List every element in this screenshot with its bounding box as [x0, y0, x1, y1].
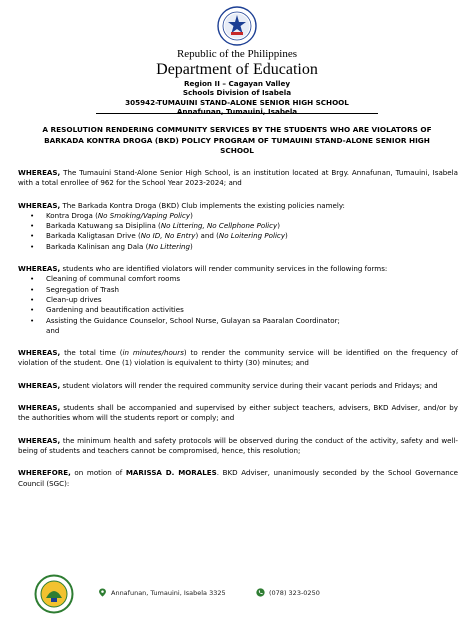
whereas-lead: WHEREAS, — [18, 348, 61, 358]
list-item: • Kontra Droga (No Smoking/Vaping Policy) — [30, 210, 193, 220]
service-list — [18, 274, 458, 325]
list-item: • Barkada Kalinisan ang Dala (No Littering) — [30, 241, 193, 251]
resolution-body — [18, 168, 458, 489]
whereas-lead: WHEREAS, — [18, 200, 61, 210]
list-item: • Cleaning of communal comfort rooms — [30, 274, 181, 284]
whereas-paragraph-4: WHEREAS, the total time (in minutes/hours) to render the community service will be identified on the frequency of violation of the student. One (1) violation is equivalent to thirty (30) minutes; and — [18, 348, 458, 368]
page-footer — [0, 566, 474, 616]
letterhead — [0, 48, 474, 117]
deped-seal-icon — [217, 6, 257, 46]
bullet-icon: • — [30, 315, 35, 325]
list-item: • Clean-up drives — [30, 294, 102, 304]
wherefore-paragraph: WHEREFORE, on motion of MARISSA D. MORALES. BKD Adviser, unanimously seconded by the School Governance Council (SGC): — [18, 468, 458, 488]
bullet-icon: • — [30, 305, 35, 315]
whereas-lead: WHEREAS, — [18, 435, 61, 445]
paragraph-text: the minimum health and safety protocols will be observed during the conduct of the activity, safety and well-being of students and teachers cannot be compromised, hence, this resolution; — [18, 435, 458, 455]
footer-address-text: Annafunan, Tumauini, Isabela 3325 — [111, 588, 226, 597]
whereas-paragraph-5 — [18, 381, 458, 391]
footer-address — [98, 588, 226, 597]
address-line: Annafunan, Tumauini, Isabela — [176, 107, 298, 117]
location-pin-icon — [98, 588, 107, 597]
resolution-title: A RESOLUTION RENDERING COMMUNITY SERVICES BY THE STUDENTS WHO ARE VIOLATORS OF BARKADA KONTRA DROGA (BKD) POLICY PROGRAM OF TUMAUINI STAND-ALONE SENIOR HIGH SCHOOL — [42, 125, 432, 155]
republic-line: Republic of the Philippines — [176, 48, 298, 60]
department-name: Department of Education — [156, 61, 318, 78]
bullet-icon: • — [30, 231, 35, 241]
whereas-paragraph-2 — [18, 201, 458, 211]
list-and: and — [46, 325, 60, 335]
school-logo-icon — [33, 574, 75, 614]
list-item: • Barkada Kaligtasan Drive (No ID, No Entry) and (No Loitering Policy) — [30, 231, 288, 241]
bullet-icon: • — [30, 210, 35, 220]
whereas-lead: WHEREAS, — [18, 403, 61, 413]
whereas-paragraph-6 — [18, 403, 458, 424]
list-item: • Assisting the Guidance Counselor, School Nurse, Gulayan sa Paaralan Coordinator; — [30, 315, 340, 325]
bullet-icon: • — [30, 294, 35, 304]
region-line: Region II – Cagayan Valley — [183, 79, 291, 88]
header-divider — [96, 113, 378, 114]
list-item: • Barkada Katuwang sa Disiplina (No Littering, No Cellphone Policy) — [30, 221, 281, 231]
bullet-icon: • — [30, 284, 35, 294]
paragraph-text: student violators will render the required community service during their vacant periods and Fridays; and — [60, 380, 438, 390]
whereas-paragraph-7 — [18, 436, 458, 457]
policy-list — [18, 211, 458, 252]
school-line: 305942-TUMAUINI STAND-ALONE SENIOR HIGH SCHOOL — [125, 97, 349, 107]
whereas-paragraph-3 — [18, 264, 458, 274]
whereas-lead: WHEREAS, — [18, 264, 61, 274]
bullet-icon: • — [30, 241, 35, 251]
paragraph-text: students who are identified violators will render community services in the following forms: — [60, 264, 388, 274]
bullet-icon: • — [30, 221, 35, 231]
mover-name: MARISSA D. MORALES — [125, 468, 217, 478]
footer-phone — [256, 588, 320, 597]
whereas-lead: WHEREAS, — [18, 168, 61, 177]
paragraph-text: The Barkada Kontra Droga (BKD) Club implements the existing policies namely: — [60, 200, 345, 210]
whereas-lead: WHEREAS, — [18, 380, 61, 390]
paragraph-text: students shall be accompanied and supervised by either subject teachers, advisers, BKD Adviser, and/or by the authorities whom will the students report or comply; and — [18, 403, 458, 423]
wherefore-lead: WHEREFORE, — [18, 468, 71, 478]
whereas-paragraph-1 — [18, 168, 458, 189]
list-item: • Segregation of Trash — [30, 284, 120, 294]
phone-icon — [256, 588, 265, 597]
list-item: • Gardening and beautification activities — [30, 305, 184, 315]
paragraph-text: The Tumauini Stand-Alone Senior High School, is an institution located at Brgy. Annafunan, Tumauini, Isabela with a total enrollee of 962 for the School Year 2023-2024; and — [18, 168, 458, 188]
bullet-icon: • — [30, 274, 35, 284]
footer-phone-text: (078) 323-0250 — [269, 588, 320, 597]
division-line: Schools Division of Isabela — [182, 88, 292, 98]
